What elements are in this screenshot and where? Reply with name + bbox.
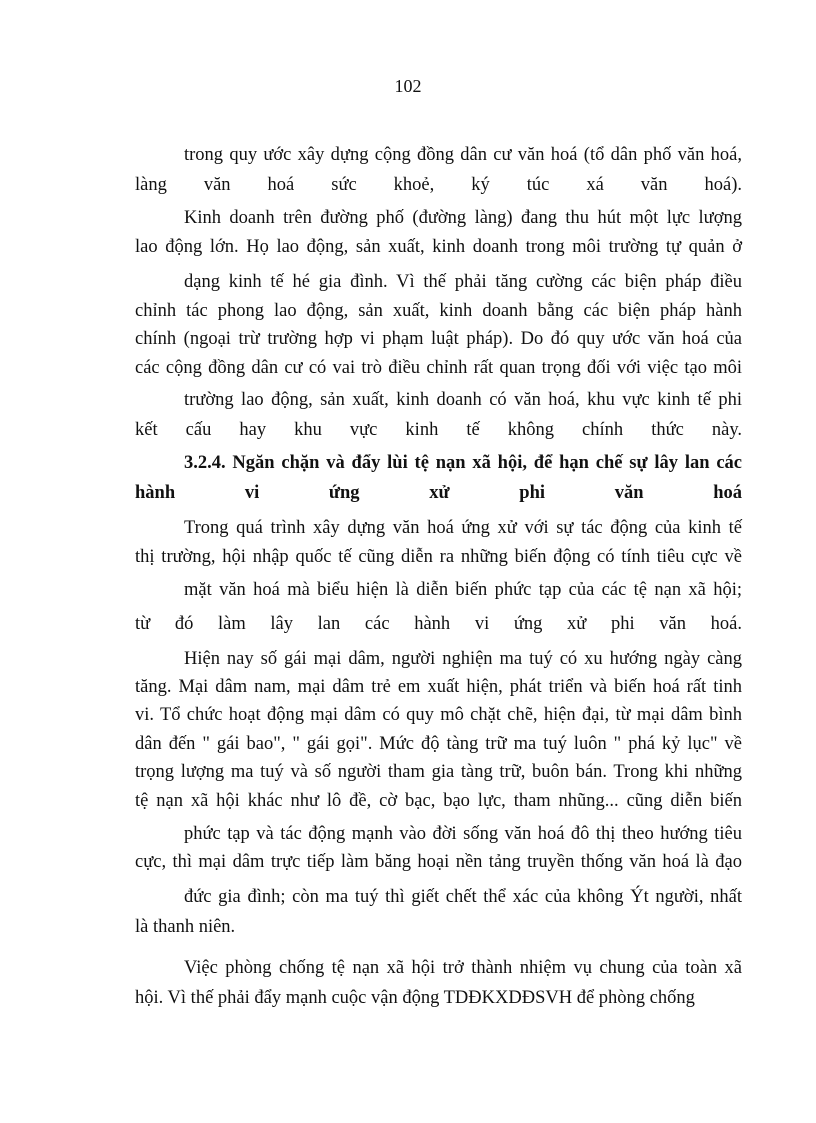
- text-line: Việc phòng chống tệ nạn xã hội trở thành nhiệm vụ chung của toàn xã: [184, 958, 742, 978]
- text-line: thị trường, hội nhập quốc tế cũng diễn ra những biến động có tính tiêu cực về: [135, 547, 742, 567]
- text-line: phức tạp và tác động mạnh vào đời sống văn hoá đô thị theo hướng tiêu: [184, 824, 742, 844]
- section-heading-line: 3.2.4. Ngăn chặn và đẩy lùi tệ nạn xã hội, để hạn chế sự lây lan các: [184, 453, 742, 473]
- page-number: 102: [394, 76, 422, 96]
- text-line: làng văn hoá sức khoẻ, ký túc xá văn hoá).: [135, 175, 742, 195]
- text-line: trường lao động, sản xuất, kinh doanh có văn hoá, khu vực kinh tế phi: [184, 390, 742, 410]
- text-line: hội. Vì thế phải đẩy mạnh cuộc vận động TDĐKXDĐSVH để phòng chống: [135, 988, 695, 1008]
- text-line: kết cấu hay khu vực kinh tế không chính thức này.: [135, 420, 742, 440]
- text-line: từ đó làm lây lan các hành vi ứng xử phi văn hoá.: [135, 614, 742, 634]
- text-line: vi. Tổ chức hoạt động mại dâm có quy mô chặt chẽ, hiện đại, từ mại dâm bình: [135, 705, 742, 725]
- text-line: mặt văn hoá mà biểu hiện là diễn biến phức tạp của các tệ nạn xã hội;: [184, 580, 742, 600]
- text-line: chính (ngoại trừ trường hợp vi phạm luật pháp). Do đó quy ước văn hoá của: [135, 329, 742, 349]
- text-line: Kinh doanh trên đường phố (đường làng) đang thu hút một lực lượng: [184, 208, 742, 228]
- text-line: dạng kinh tế hé gia đình. Vì thế phải tăng cường các biện pháp điều: [184, 272, 742, 292]
- text-line: đức gia đình; còn ma tuý thì giết chết thể xác của không Ýt người, nhất: [184, 887, 742, 907]
- text-line: cực, thì mại dâm trực tiếp làm băng hoại nền tảng truyền thống văn hoá là đạo: [135, 852, 742, 872]
- text-line: lao động lớn. Họ lao động, sản xuất, kinh doanh trong môi trường tự quản ở: [135, 237, 742, 257]
- text-line: là thanh niên.: [135, 917, 236, 937]
- text-line: tăng. Mại dâm nam, mại dâm trẻ em xuất hiện, phát triển và biến hoá rất tinh: [135, 677, 742, 697]
- text-line: chỉnh tác phong lao động, sản xuất, kinh doanh bằng các biện pháp hành: [135, 301, 742, 321]
- text-line: trọng lượng ma tuý và số người tham gia tàng trữ, buôn bán. Trong khi những: [135, 762, 742, 782]
- text-line: Trong quá trình xây dựng văn hoá ứng xử với sự tác động của kinh tế: [184, 518, 742, 538]
- text-line: tệ nạn xã hội khác như lô đề, cờ bạc, bạo lực, tham nhũng... cũng diễn biến: [135, 791, 742, 811]
- section-heading-line: hành vi ứng xử phi văn hoá: [135, 483, 742, 503]
- text-line: trong quy ước xây dựng cộng đồng dân cư văn hoá (tổ dân phố văn hoá,: [184, 145, 742, 165]
- text-line: Hiện nay số gái mại dâm, người nghiện ma tuý có xu hướng ngày càng: [184, 649, 742, 669]
- text-line: dân đến " gái bao", " gái gọi". Mức độ tàng trữ ma tuý luôn " phá kỷ lục" về: [135, 734, 742, 754]
- text-line: các cộng đồng dân cư có vai trò điều chỉnh rất quan trọng đối với việc tạo môi: [135, 358, 742, 378]
